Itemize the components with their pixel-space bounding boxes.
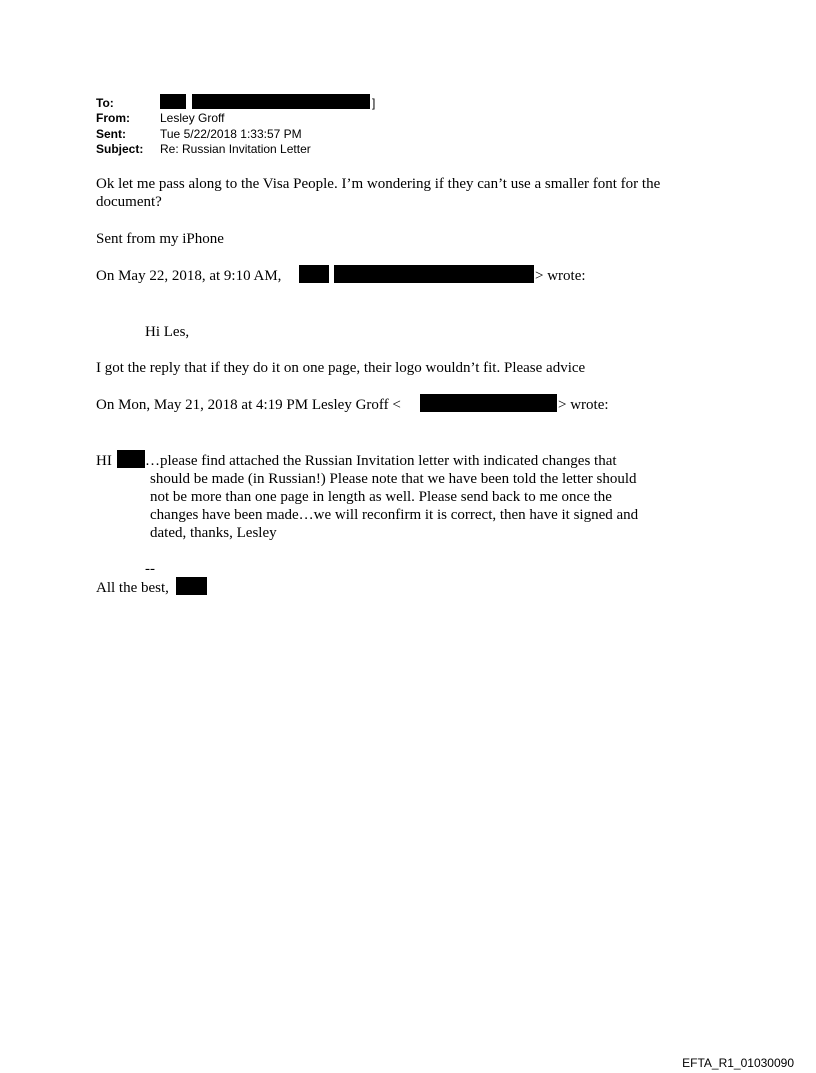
greeting: Hi Les, xyxy=(145,324,190,340)
quote1-suffix: > wrote: xyxy=(535,268,586,284)
redaction-block xyxy=(299,265,329,283)
body-paragraph-line: document? xyxy=(96,194,162,210)
to-label: To: xyxy=(96,96,114,110)
redaction-block xyxy=(420,394,557,412)
subject-value: Re: Russian Invitation Letter xyxy=(160,142,311,156)
original-message-line: changes have been made…we will reconfirm it is correct, then have it signed and xyxy=(150,507,639,523)
redaction-block xyxy=(117,450,145,468)
to-closing-bracket: ] xyxy=(372,96,376,110)
email-header xyxy=(96,96,496,160)
header-from-row xyxy=(96,111,496,126)
quote2-suffix: > wrote: xyxy=(558,397,609,413)
closing-line xyxy=(96,579,296,597)
redaction-block xyxy=(192,94,370,109)
signature-dashes: -- xyxy=(145,561,155,577)
sent-label: Sent: xyxy=(96,127,126,141)
quote2-prefix: On Mon, May 21, 2018 at 4:19 PM Lesley Groff < xyxy=(96,397,401,413)
redaction-block xyxy=(176,577,207,595)
quote1-prefix: On May 22, 2018, at 9:10 AM, xyxy=(96,268,282,284)
original-message-line: dated, thanks, Lesley xyxy=(150,525,277,541)
sent-value: Tue 5/22/2018 1:33:57 PM xyxy=(160,127,302,141)
subject-label: Subject: xyxy=(96,142,144,156)
closing-text: All the best, xyxy=(96,580,169,596)
document-id: EFTA_R1_01030090 xyxy=(682,1056,794,1070)
quote-attribution-2 xyxy=(96,396,636,414)
hi-label: HI xyxy=(96,453,112,469)
original-message-line: …please find attached the Russian Invitation letter with indicated changes that xyxy=(145,453,617,469)
from-value: Lesley Groff xyxy=(160,111,225,125)
quote-attribution-1 xyxy=(96,267,616,285)
redaction-block xyxy=(334,265,534,283)
header-sent-row xyxy=(96,127,496,142)
from-label: From: xyxy=(96,111,130,125)
redaction-block xyxy=(160,94,186,109)
reply-line: I got the reply that if they do it on one page, their logo wouldn’t fit. Please advice xyxy=(96,360,586,376)
original-message-line: not be more than one page in length as well. Please send back to me once the xyxy=(150,489,612,505)
header-subject-row xyxy=(96,142,496,157)
original-message-line: should be made (in Russian!) Please note that we have been told the letter should xyxy=(150,471,637,487)
body-paragraph-line: Ok let me pass along to the Visa People. I’m wondering if they can’t use a smaller font for the xyxy=(96,176,661,192)
header-to-row xyxy=(96,96,496,111)
iphone-signature: Sent from my iPhone xyxy=(96,231,224,247)
